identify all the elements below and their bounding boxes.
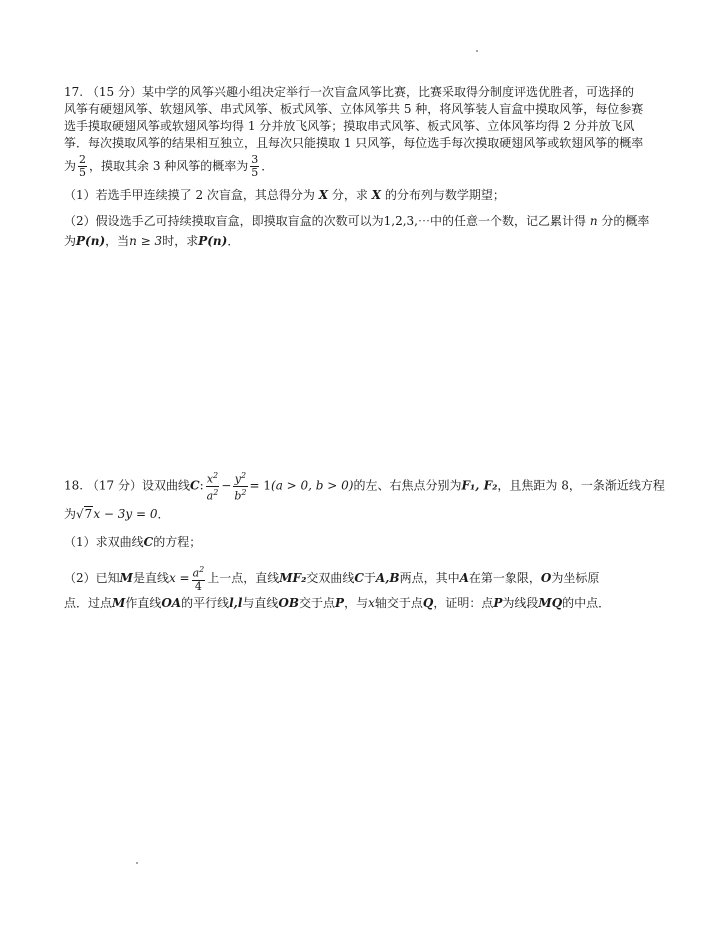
q18-part-2-line-1: （2）已知M是直线x = $\frac{a^2}{4}$ 上一点，直线MF₂交双曲线C于A,B两点，其中A在第一象限，O为坐标原 <box>64 565 600 594</box>
q17-score: （15 分） <box>86 85 143 99</box>
q17-line-2: 风筝有硬翅风筝、软翅风筝、串式风筝、板式风筝、立体风筝共 5 种，将风筝装人盲盒中摸取风筝，每位参赛 <box>64 102 644 116</box>
q17-number: 17. <box>64 85 84 99</box>
q18-part-2-line-2: 点．过点M作直线OA的平行线l,l与直线OB交于点P，与x轴交于点Q，证明：点P为线段MQ的中点． <box>64 596 611 611</box>
stray-dot-top <box>476 50 478 52</box>
fraction-a2-over-4: $\frac{a^2}{4}$ <box>192 565 205 594</box>
q17-part-2-line-2: 为P(n)，当n ≥ 3时，求P(n)． <box>64 234 240 248</box>
q18-line-1: 18. （17 分）设双曲线C: $\frac{x^2}{a^2}$ − $\frac{y^2}{b^2}$ = 1(a > 0, b > 0)的左、右焦点分别为F₁, F₂，且焦距为 8，一条渐近线方程 <box>64 471 665 503</box>
q17-line-4: 筝．每次摸取风筝的结果相互独立，且每次只能摸取 1 只风筝，每位选手每次摸取硬翅风筝或软翅风筝的概率 <box>64 136 644 150</box>
q17-line-1: 17. （15 分）某中学的风筝兴趣小组决定举行一次盲盒风筝比赛，比赛采取得分制度评选优胜者，可选择的 <box>64 85 635 99</box>
q18-part-1: （1）求双曲线C的方程； <box>64 535 202 550</box>
fraction-three-fifths: $\frac{3}{5}$ <box>251 153 259 179</box>
q17-line-3: 选手摸取硬翅风筝或软翅风筝均得 1 分并放飞风筝；摸取串式风筝、板式风筝、立体风筝均得 2 分并放飞风 <box>64 119 635 133</box>
fraction-two-fifths: $\frac{2}{5}$ <box>79 153 87 179</box>
q18-number: 18. <box>64 478 84 493</box>
q18-line-2: 为√7x − 3y = 0． <box>64 507 170 522</box>
stray-dot-bottom <box>136 862 138 864</box>
fraction-x2-over-a2: $\frac{x^2}{a^2}$ <box>206 471 219 503</box>
q17-line-5: 为 $\frac{2}{5}$ ，摸取其余 3 种风筝的概率为 $\frac{3}{5}$ ． <box>64 153 274 179</box>
question-17 <box>64 84 664 251</box>
q17-part-1: （1）若选手甲连续摸了 2 次盲盒，其总得分为 X 分，求 X 的分布列与数学期望； <box>64 188 505 202</box>
q18-score: （17 分） <box>86 478 143 493</box>
fraction-y2-over-b2: $\frac{y^2}{b^2}$ <box>234 471 247 503</box>
q17-part-2-line-1: （2）假设选手乙可持续摸取盲盒，即摸取盲盒的次数可以为1,2,3,⋯中的任意一个数，记乙累计得 n 分的概率 <box>64 214 650 228</box>
question-18 <box>64 470 664 613</box>
